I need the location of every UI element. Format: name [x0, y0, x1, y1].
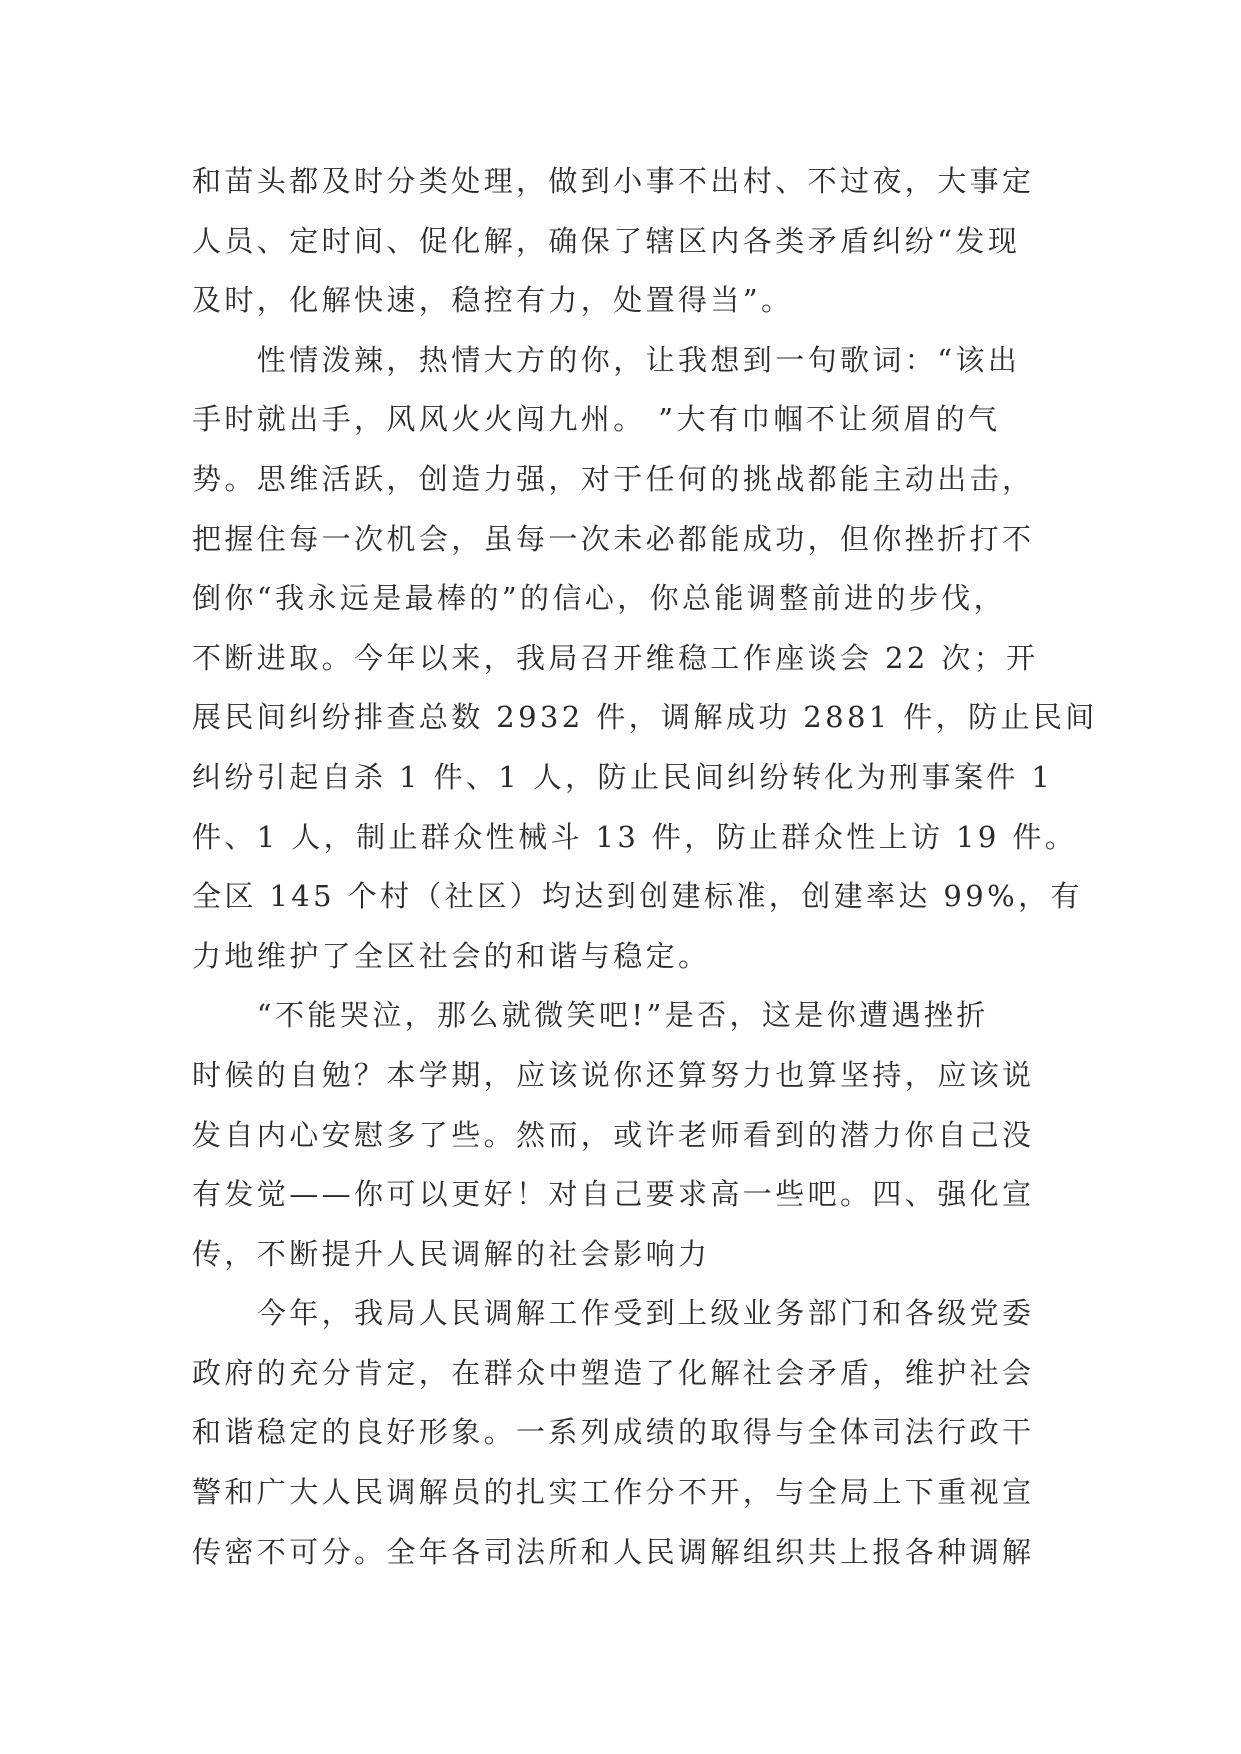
text-line: 有发觉——你可以更好！对自己要求高一些吧。四、强化宣 [192, 1177, 1035, 1212]
body-text [192, 152, 1098, 1582]
text-line: 人员、定时间、促化解，确保了辖区内各类矛盾纠纷“发现 [192, 223, 1021, 258]
text-line: 警和广大人民调解员的扎实工作分不开，与全局上下重视宣 [192, 1475, 1035, 1510]
text-line: 及时，化解快速，稳控有力，处置得当”。 [192, 283, 794, 318]
text-line: 纠纷引起自杀 1 件、1 人，防止民间纠纷转化为刑事案件 1 [192, 759, 1054, 794]
text-line: “不能哭泣，那么就微笑吧!”是否，这是你遭遇挫折 [192, 998, 989, 1033]
text-line: 和苗头都及时分类处理，做到小事不出村、不过夜，大事定 [192, 164, 1035, 198]
text-line: 传，不断提升人民调解的社会影响力 [192, 1236, 711, 1271]
text-line: 今年，我局人民调解工作受到上级业务部门和各级党委 [192, 1296, 1035, 1331]
text-line: 和谐稳定的良好形象。一系列成绩的取得与全体司法行政干 [192, 1415, 1035, 1450]
text-line: 势。思维活跃，创造力强，对于任何的挑战都能主动出击， [192, 461, 1035, 496]
text-line: 全区 145 个村（社区）均达到创建标准，创建率达 99%，有 [192, 879, 1083, 914]
text-line: 传密不可分。全年各司法所和人民调解组织共上报各种调解 [192, 1534, 1035, 1569]
text-line: 倒你“我永远是最棒的”的信心，你总能调整前进的步伐， [192, 581, 1007, 616]
text-line: 把握住每一次机会，虽每一次未必都能成功，但你挫折打不 [192, 521, 1035, 556]
text-line: 件、1 人，制止群众性械斗 13 件，防止群众性上访 19 件。 [192, 819, 1078, 854]
text-line: 发自内心安慰多了些。然而，或许老师看到的潜力你自己没 [192, 1117, 1035, 1152]
text-line: 手时就出手，风风火火闯九州。 ”大有巾帼不让须眉的气 [192, 402, 1001, 437]
text-line: 不断进取。今年以来，我局召开维稳工作座谈会 22 次；开 [192, 640, 1039, 675]
text-line: 政府的充分肯定，在群众中塑造了化解社会矛盾，维护社会 [192, 1355, 1035, 1390]
text-line: 时候的自勉？本学期，应该说你还算努力也算坚持，应该说 [192, 1057, 1035, 1092]
text-line: 力地维护了全区社会的和谐与稳定。 [192, 938, 711, 973]
text-line: 性情泼辣，热情大方的你，让我想到一句歌词：“该出 [192, 342, 1021, 377]
text-line: 展民间纠纷排查总数 2932 件，调解成功 2881 件，防止民间 [192, 700, 1098, 735]
